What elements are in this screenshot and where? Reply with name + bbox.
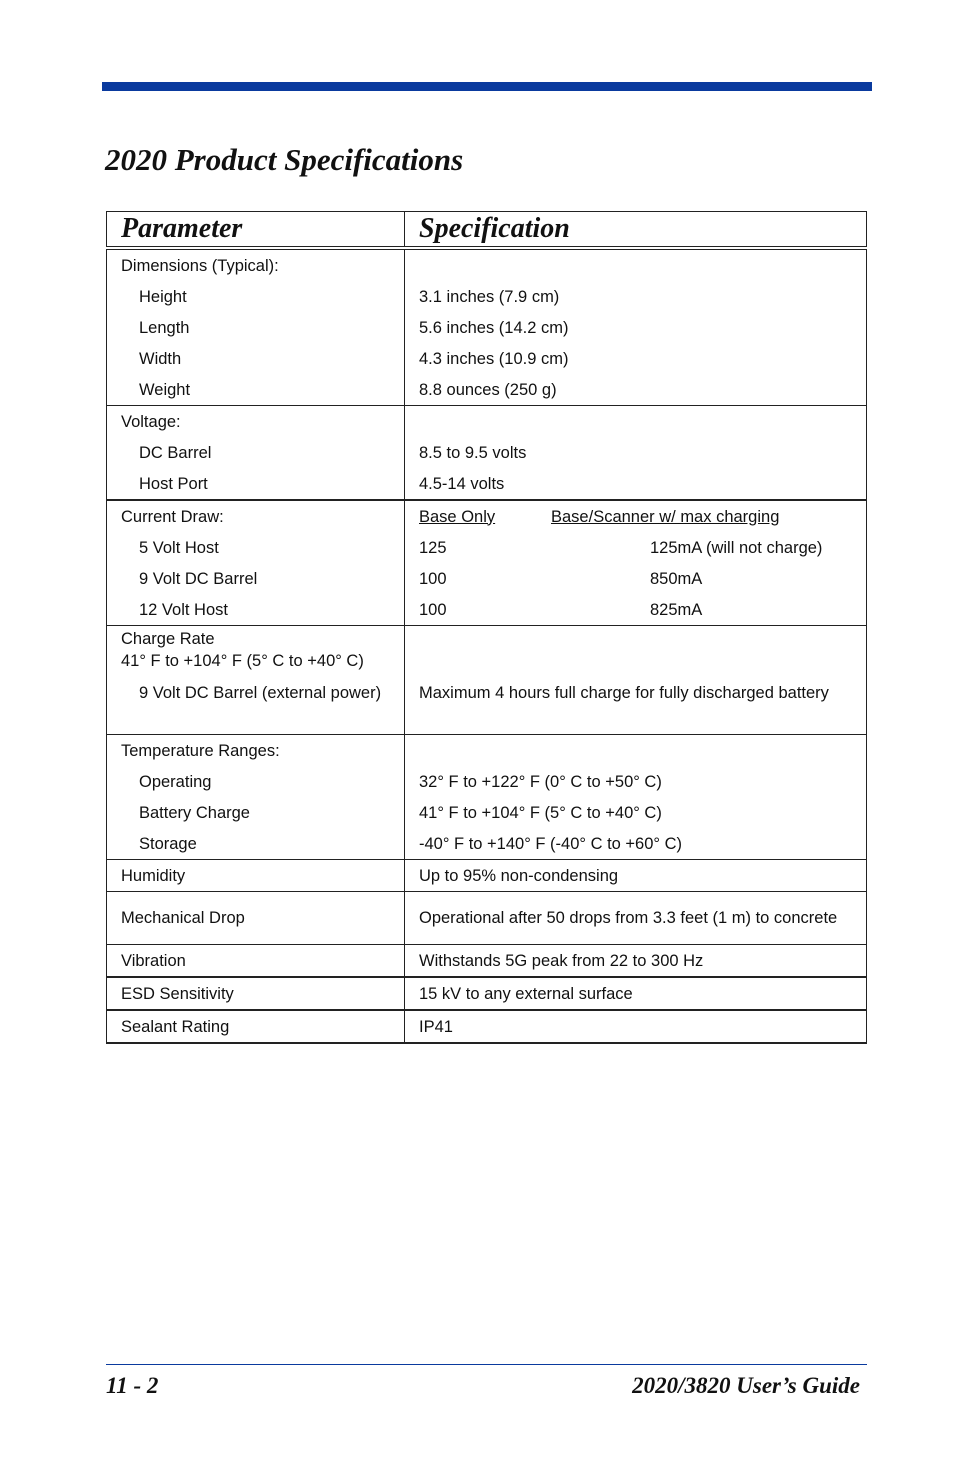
sealant-value: IP41 — [405, 1010, 867, 1043]
mechanical-drop-param: Mechanical Drop — [107, 892, 405, 945]
table-row — [107, 680, 867, 735]
length-param: Length — [107, 312, 405, 343]
weight-value: 8.8 ounces (250 g) — [405, 374, 867, 406]
table-row — [107, 343, 867, 374]
host-port-value: 4.5-14 volts — [405, 468, 867, 500]
five-volt-base-value: 125 — [419, 538, 447, 557]
table-row — [107, 563, 867, 594]
specifications-table — [106, 211, 867, 1044]
twelve-volt-charging-value: 825mA — [650, 600, 703, 619]
table-header-row — [107, 212, 867, 249]
footer-rule — [106, 1364, 867, 1365]
table-row — [107, 500, 867, 532]
twelve-volt-host-param: 12 Volt Host — [107, 594, 405, 626]
host-port-param: Host Port — [107, 468, 405, 500]
five-volt-host-param: 5 Volt Host — [107, 532, 405, 563]
charge-rate-label — [107, 626, 405, 681]
header-rule — [102, 82, 872, 91]
humidity-value: Up to 95% non-condensing — [405, 860, 867, 892]
table-row — [107, 281, 867, 312]
width-value: 4.3 inches (10.9 cm) — [405, 343, 867, 374]
table-row — [107, 374, 867, 406]
table-row — [107, 468, 867, 500]
external-power-param: 9 Volt DC Barrel (external power) — [107, 680, 405, 735]
page-number: 11 - 2 — [106, 1373, 159, 1398]
table-row — [107, 945, 867, 978]
parameter-column-header: Parameter — [107, 212, 405, 249]
length-value: 5.6 inches (14.2 cm) — [405, 312, 867, 343]
vibration-param: Vibration — [107, 945, 405, 978]
table-row — [107, 406, 867, 438]
width-param: Width — [107, 343, 405, 374]
charge-rate-range: 41° F to +104° F (5° C to +40° C) — [121, 652, 364, 670]
table-row — [107, 312, 867, 343]
dc-barrel-value: 8.5 to 9.5 volts — [405, 437, 867, 468]
nine-volt-charging-value: 850mA — [650, 569, 703, 588]
table-row — [107, 797, 867, 828]
base-only-subheader: Base Only — [419, 507, 496, 526]
current-draw-label: Current Draw: — [107, 500, 405, 532]
charge-rate-title: Charge Rate — [121, 630, 215, 648]
battery-charge-param: Battery Charge — [107, 797, 405, 828]
twelve-volt-base-value: 100 — [419, 600, 447, 619]
height-value: 3.1 inches (7.9 cm) — [405, 281, 867, 312]
esd-value: 15 kV to any external surface — [405, 977, 867, 1010]
table-row — [107, 860, 867, 892]
humidity-param: Humidity — [107, 860, 405, 892]
nine-volt-barrel-param: 9 Volt DC Barrel — [107, 563, 405, 594]
guide-title: 2020/3820 User’s Guide — [632, 1373, 860, 1398]
specification-column-header: Specification — [405, 212, 867, 249]
table-row — [107, 828, 867, 860]
storage-param: Storage — [107, 828, 405, 860]
temperature-label: Temperature Ranges: — [107, 735, 405, 767]
table-row — [107, 626, 867, 681]
battery-charge-value: 41° F to +104° F (5° C to +40° C) — [405, 797, 867, 828]
esd-param: ESD Sensitivity — [107, 977, 405, 1010]
dimensions-label: Dimensions (Typical): — [107, 248, 405, 281]
vibration-value: Withstands 5G peak from 22 to 300 Hz — [405, 945, 867, 978]
page-title: 2020 Product Specifications — [105, 142, 464, 177]
mechanical-drop-value: Operational after 50 drops from 3.3 feet (1 m) to concrete — [405, 892, 867, 945]
storage-value: -40° F to +140° F (-40° C to +60° C) — [405, 828, 867, 860]
operating-value: 32° F to +122° F (0° C to +50° C) — [405, 766, 867, 797]
voltage-label: Voltage: — [107, 406, 405, 438]
height-param: Height — [107, 281, 405, 312]
table-row — [107, 977, 867, 1010]
table-row — [107, 532, 867, 563]
sealant-param: Sealant Rating — [107, 1010, 405, 1043]
five-volt-charging-value: 125mA (will not charge) — [650, 538, 823, 557]
table-row — [107, 248, 867, 281]
table-row — [107, 766, 867, 797]
nine-volt-base-value: 100 — [419, 569, 447, 588]
table-row — [107, 437, 867, 468]
table-row — [107, 735, 867, 767]
weight-param: Weight — [107, 374, 405, 406]
table-row — [107, 892, 867, 945]
table-row — [107, 594, 867, 626]
base-scanner-subheader: Base/Scanner w/ max charging — [551, 507, 780, 526]
external-power-value: Maximum 4 hours full charge for fully discharged battery — [405, 680, 867, 735]
operating-param: Operating — [107, 766, 405, 797]
dc-barrel-param: DC Barrel — [107, 437, 405, 468]
table-row — [107, 1010, 867, 1043]
